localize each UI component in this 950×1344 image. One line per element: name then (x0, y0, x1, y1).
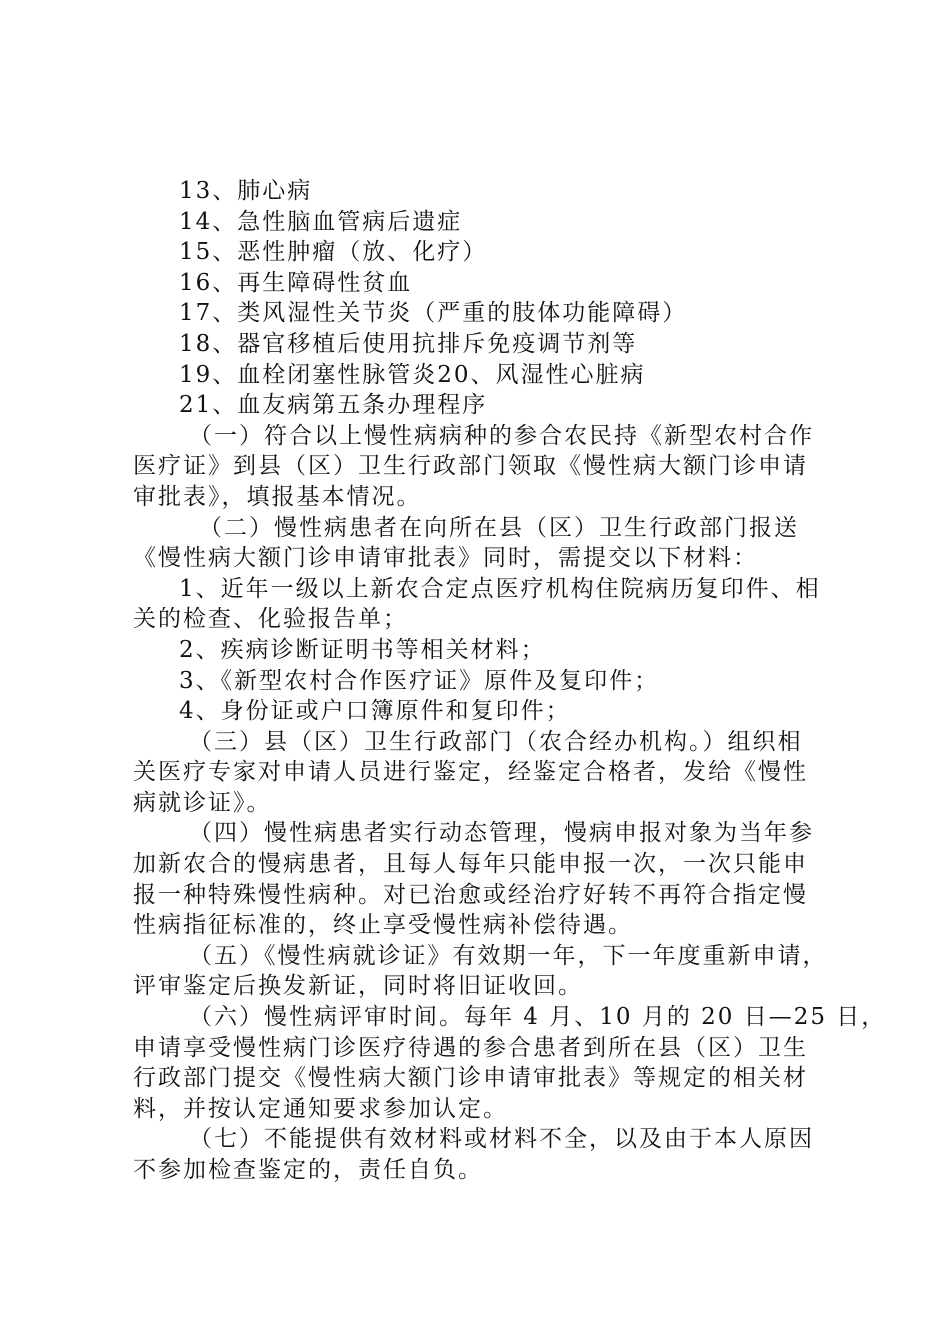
paragraph-line: 评审鉴定后换发新证，同时将旧证收回。 (133, 973, 583, 1000)
paragraph-line: 报一种特殊慢性病种。对已治愈或经治疗好转不再符合指定慢 (133, 881, 808, 908)
material-item-line: 关的检查、化验报告单； (133, 606, 408, 633)
list-item: 14、急性脑血管病后遗症 (179, 208, 463, 235)
list-item: 16、再生障碍性贫血 (179, 269, 413, 296)
paragraph-3 (133, 727, 833, 819)
paragraph-line: 加新农合的慢病患者，且每人每年只能申报一次，一次只能申 (133, 851, 808, 878)
paragraph-line: 申请享受慢性病门诊医疗待遇的参合患者到所在县（区）卫生 (133, 1034, 808, 1061)
paragraph-line: 行政部门提交《慢性病大额门诊申请审批表》等规定的相关材 (133, 1065, 808, 1092)
paragraph-6 (133, 1002, 887, 1124)
list-item: 13、肺心病 (179, 178, 313, 204)
paragraph-line: 性病指征标准的，终止享受慢性病补偿待遇。 (133, 912, 633, 939)
material-item: 3、《新型农村合作医疗证》原件及复印件； (179, 667, 660, 694)
list-item: 21、血友病第五条办理程序 (179, 392, 488, 419)
document-body (133, 176, 887, 1186)
paragraph-line: 不参加检查鉴定的，责任自负。 (133, 1157, 483, 1183)
paragraph-line: 关医疗专家对申请人员进行鉴定，经鉴定合格者，发给《慢性 (133, 759, 808, 786)
paragraph-line: （四）慢性病患者实行动态管理，慢病申报对象为当年参 (189, 820, 814, 847)
list-item: 15、恶性肿瘤（放、化疗） (179, 239, 488, 266)
paragraph-line: （二）慢性病患者在向所在县（区）卫生行政部门报送 (199, 514, 799, 541)
paragraph-2 (133, 513, 833, 574)
paragraph-line: （六）慢性病评审时间。每年 4 月、10 月的 20 日—25 日， (189, 1004, 887, 1031)
paragraph-line: （三）县（区）卫生行政部门（农合经办机构。）组织相 (189, 728, 803, 755)
material-item: 4、身份证或户口簿原件和复印件； (179, 698, 571, 725)
paragraph-4 (133, 818, 833, 940)
paragraph-line: 审批表》，填报基本情况。 (133, 483, 422, 510)
paragraph-1 (133, 421, 833, 513)
list-item: 19、血栓闭塞性脉管炎20、风湿性心脏病 (179, 361, 646, 388)
paragraph-7 (133, 1124, 833, 1185)
material-item: 2、疾病诊断证明书等相关材料； (179, 636, 546, 663)
list-item: 17、类风湿性关节炎（严重的肢体功能障碍） (179, 300, 688, 327)
paragraph-line: 料，并按认定通知要求参加认定。 (133, 1095, 508, 1122)
material-item-line: 1、近年一级以上新农合定点医疗机构住院病历复印件、相 (179, 575, 821, 602)
paragraph-line: 《慢性病大额门诊申请审批表》同时，需提交以下材料： (133, 545, 758, 572)
paragraph-line: 医疗证》到县（区）卫生行政部门领取《慢性病大额门诊申请 (133, 453, 808, 480)
paragraph-line: 病就诊证》。 (133, 789, 272, 816)
paragraph-5 (133, 941, 833, 1002)
paragraph-line: （五）《慢性病就诊证》有效期一年，下一年度重新申请， (189, 942, 828, 969)
paragraph-line: （七）不能提供有效材料或材料不全，以及由于本人原因 (189, 1126, 814, 1153)
list-item: 18、器官移植后使用抗排斥免疫调节剂等 (179, 330, 638, 357)
materials-list (133, 574, 833, 727)
paragraph-line: （一）符合以上慢性病病种的参合农民持《新型农村合作 (189, 422, 814, 449)
